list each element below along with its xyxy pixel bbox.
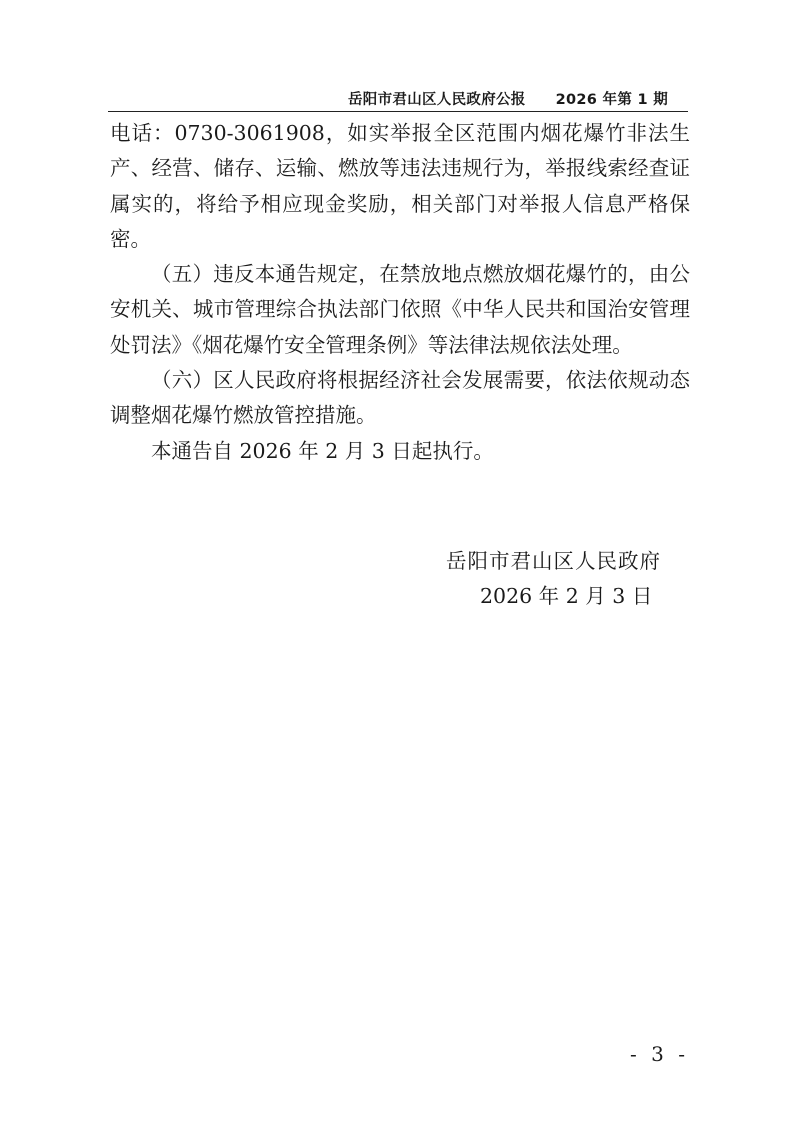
page-header	[108, 84, 688, 112]
issue-number: 2026 年第 1 期	[555, 92, 668, 108]
signature-org: 岳阳市君山区人民政府	[446, 549, 661, 573]
publication-title: 岳阳市君山区人民政府公报	[348, 92, 526, 108]
signature-date: 2026 年 2 月 3 日	[480, 584, 653, 609]
page-number: - 3 -	[630, 1042, 689, 1066]
header-text	[348, 88, 668, 109]
signature-block	[446, 544, 661, 615]
paragraph-item-5: （五）违反本通告规定，在禁放地点燃放烟花爆竹的，由公安机关、城市管理综合执法部门依照《中华人民共和国治安管理处罚法》《烟花爆竹安全管理条例》等法律法规依法处理。	[110, 262, 690, 357]
paragraph-item-6: （六）区人民政府将根据经济社会发展需要，依法依规动态调整烟花爆竹燃放管控措施。	[110, 368, 690, 428]
header-rule	[108, 111, 688, 112]
document-body	[110, 116, 690, 469]
paragraph-effective-date: 本通告自 2026 年 2 月 3 日起执行。	[151, 438, 494, 463]
paragraph-contact: 电话：0730-3061908，如实举报全区范围内烟花爆竹非法生产、经营、储存、运输、燃放等违法违规行为，举报线索经查证属实的，将给予相应现金奖励，相关部门对举报人信息严格保密。	[110, 121, 690, 251]
